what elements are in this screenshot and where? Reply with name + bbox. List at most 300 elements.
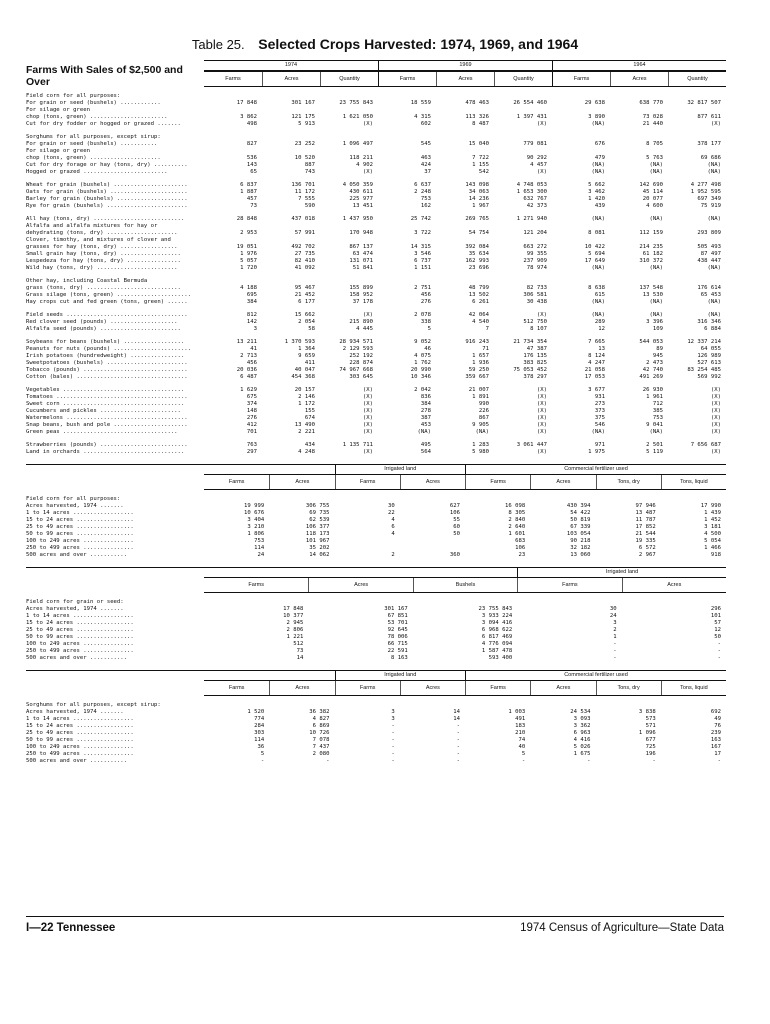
table-cell: 2 (391, 552, 395, 558)
table-cell: (NA) (475, 429, 489, 435)
table-cell: 4 277 498 (690, 182, 721, 188)
table-cell (610, 93, 668, 100)
row-label: Alfalfa and alfalfa mixtures for hay or (26, 223, 158, 229)
table-cell: 316 346 (697, 319, 721, 325)
table-cell: 7 (485, 326, 489, 332)
column-header: Acres (400, 681, 465, 695)
table-cell (335, 496, 400, 503)
table-cell: 1 976 (240, 251, 257, 257)
table-cell: (NA) (707, 299, 721, 305)
table-cell: (X) (536, 408, 547, 414)
column-header: Acres (610, 72, 668, 86)
table-cell: 3 396 (646, 319, 663, 325)
row-values (204, 134, 726, 176)
table-cell: 18 559 (410, 100, 431, 106)
table-cell: 3 462 (588, 189, 605, 195)
data-block (26, 182, 726, 210)
row-label: Oats for grain (bushels) ....................... (26, 189, 188, 195)
table-cell: 301 167 (291, 100, 315, 106)
table-cell: 1 151 (414, 265, 431, 271)
table-cell: 867 (478, 415, 489, 421)
row-labels (26, 312, 204, 333)
row-label: For silage or green (26, 107, 90, 113)
table-cell (552, 237, 610, 244)
table-cell (204, 599, 308, 606)
row-label: Wild hay (tons, dry) ........................ (26, 265, 178, 271)
table-cell: 36 382 (309, 709, 330, 715)
table-cell: 385 (652, 408, 663, 414)
table-cell (610, 223, 668, 230)
table-cell: 6 572 (638, 545, 656, 551)
table-cell: 3 093 (573, 716, 591, 722)
table-cell: 812 (246, 312, 257, 318)
table-cell: 23 755 843 (478, 606, 513, 612)
table-cell (204, 93, 262, 100)
table-cell (494, 278, 552, 285)
table-cell: 273 (594, 401, 605, 407)
table-cell: 392 084 (465, 244, 489, 250)
table-cell: 692 (710, 709, 721, 715)
year-header: 1964 (552, 61, 726, 70)
column-header: Tons, liquid (661, 681, 726, 695)
table-cell: 5 054 (704, 538, 721, 544)
table-cell: 1 653 300 (516, 189, 547, 195)
table-cell: 384 (420, 401, 431, 407)
table-cell: 10 676 (244, 510, 265, 516)
table-cell: 109 (652, 326, 663, 332)
row-label: 250 to 499 acres ............... (26, 545, 134, 551)
table-cell: 359 667 (465, 374, 489, 380)
table-cell: 1 439 (704, 510, 721, 516)
table-cell: 19 335 (635, 538, 656, 544)
table-cell: (X) (362, 429, 373, 435)
table-cell (552, 223, 610, 230)
table-cell: 196 (645, 751, 656, 757)
data-block (26, 599, 726, 662)
table-cell: 17 848 (236, 100, 257, 106)
table-cell (400, 538, 465, 545)
table-cell: 162 (420, 203, 431, 209)
row-label: 1 to 14 acres .................. (26, 510, 134, 516)
table-cell (204, 107, 262, 114)
table-cell: 97 946 (635, 503, 656, 509)
table-cell: (X) (362, 415, 373, 421)
table-cell: 378 297 (523, 374, 547, 380)
table-cell: - (456, 751, 460, 757)
table-cell: 46 (424, 346, 431, 352)
table-cell: 430 394 (566, 503, 591, 509)
table-cell (400, 496, 465, 503)
group-header: Irrigated land (335, 465, 466, 474)
table-cell: (X) (710, 401, 721, 407)
table-cell: 1 397 431 (516, 114, 547, 120)
column-header: Farms (225, 75, 241, 82)
row-label: Land in orchards .............................. (26, 449, 185, 455)
table-cell: 2 042 (414, 387, 431, 393)
table-cell: 306 755 (305, 503, 330, 509)
table-cell: 74 (518, 737, 526, 743)
table-cell: 2 501 (646, 442, 663, 448)
table-cell: (X) (536, 121, 547, 127)
row-label: Tomatoes ....................................... (26, 394, 188, 400)
column-header: Acres (262, 72, 320, 86)
table-cell: 215 890 (349, 319, 373, 325)
table-cell: 6 817 469 (481, 634, 513, 640)
table-title: Selected Crops Harvested: 1974, 1969, and 1964 (258, 36, 579, 52)
table-cell: 239 (710, 730, 721, 736)
table-cell: 114 (254, 545, 265, 551)
table-cell: 2 953 (240, 230, 257, 236)
table-cell: 918 (710, 552, 721, 558)
table-cell: 37 (424, 169, 431, 175)
table-cell: 375 (594, 415, 605, 421)
table-cell: 16 098 (505, 503, 526, 509)
data-block (26, 216, 726, 272)
row-labels (26, 496, 204, 559)
table-cell (308, 599, 412, 606)
table-cell (262, 278, 320, 285)
table-cell: (X) (362, 408, 373, 414)
row-label: Hay crops cut and fed green (tons, green) ...... (26, 299, 188, 305)
table-cell: 32 182 (570, 545, 591, 551)
table-cell: 23 696 (468, 265, 489, 271)
table-cell (378, 134, 436, 141)
table-cell: 14 315 (410, 244, 431, 250)
table-cell: 10 377 (283, 613, 304, 619)
table-cell: 310 372 (639, 258, 663, 264)
table-cell: 82 410 (294, 258, 315, 264)
row-label: grass (tons, dry) ............................ (26, 285, 181, 291)
table-cell: 121 204 (523, 230, 547, 236)
table-cell: (NA) (707, 312, 721, 318)
table-cell (335, 702, 400, 709)
table-cell: 1 891 (472, 394, 489, 400)
table-cell: 121 175 (291, 114, 315, 120)
table-cell: 479 (594, 155, 605, 161)
table-cell: 13 487 (635, 510, 656, 516)
table-cell (320, 134, 378, 141)
data-block (26, 387, 726, 436)
table-cell: 5 763 (646, 155, 663, 161)
table-cell: 9 041 (646, 422, 663, 428)
table-cell: 27 735 (294, 251, 315, 257)
row-label: Lespedeza for hay (tons, dry) ................ (26, 258, 181, 264)
table-cell: 4 050 359 (342, 182, 373, 188)
table-cell: 9 659 (298, 353, 315, 359)
table-cell: 101 (710, 613, 721, 619)
table-cell: (X) (362, 394, 373, 400)
table-cell: 73 (296, 648, 304, 654)
row-label: 500 acres and over ........... (26, 655, 128, 661)
table-cell: 4 (391, 517, 395, 523)
table-cell: 478 463 (465, 100, 489, 106)
table-cell (320, 107, 378, 114)
table-cell (494, 237, 552, 244)
table-cell: (NA) (649, 162, 663, 168)
row-label: 25 to 49 acres ................. (26, 524, 134, 530)
table-cell (204, 702, 269, 709)
table-cell: 103 054 (566, 531, 591, 537)
table-cell: - (456, 737, 460, 743)
table-cell: 4 500 (704, 531, 721, 537)
table-cell: 1 221 (286, 634, 304, 640)
table-cell (596, 496, 661, 503)
table-cell: 148 (246, 408, 257, 414)
row-label: 15 to 24 acres ................. (26, 620, 134, 626)
table-cell: 1 675 (573, 751, 591, 757)
table-cell: (X) (710, 415, 721, 421)
table-cell: 59 250 (468, 367, 489, 373)
table-cell: 114 (254, 737, 265, 743)
table-cell: 112 159 (639, 230, 663, 236)
table-cell: 75 053 452 (513, 367, 547, 373)
table-cell: 34 063 (468, 189, 489, 195)
table-cell: - (717, 648, 721, 654)
table-cell: 13 451 (352, 203, 373, 209)
column-header: Tons, liquid (661, 475, 726, 489)
table-cell: 3 890 (588, 114, 605, 120)
table-cell: 20 157 (294, 387, 315, 393)
table-cell: (X) (536, 429, 547, 435)
table-cell: 13 530 (642, 292, 663, 298)
row-values (204, 702, 726, 765)
table-cell: 7 722 (472, 155, 489, 161)
table-cell: (X) (536, 394, 547, 400)
table-cell: 3 094 416 (481, 620, 513, 626)
row-values (204, 278, 726, 306)
table-cell (494, 223, 552, 230)
table-cell: - (456, 744, 460, 750)
column-header: Tons, dry (596, 475, 661, 489)
table-cell: 4 457 (530, 162, 547, 168)
row-label: grasses for hay (tons, dry) ................. (26, 244, 178, 250)
table-cell: 437 018 (291, 216, 315, 222)
table-cell: 2 146 (298, 394, 315, 400)
row-label: Red clover seed (pounds) .................... (26, 319, 178, 325)
table-cell: 24 534 (570, 709, 591, 715)
table-cell: 67 851 (387, 613, 408, 619)
table-cell: 69 686 (700, 155, 721, 161)
table-cell: 14 236 (468, 196, 489, 202)
table-cell: 1 096 (638, 730, 656, 736)
page-title (0, 36, 770, 52)
table-cell (610, 278, 668, 285)
table-cell: 6 637 (414, 182, 431, 188)
table-cell: 30 (388, 503, 395, 509)
table-cell: 19 999 (244, 503, 265, 509)
table-cell: 136 701 (291, 182, 315, 188)
table-cell: 411 (304, 360, 315, 366)
table-cell: 6 884 (704, 326, 721, 332)
row-label: 25 to 49 acres ................. (26, 730, 134, 736)
row-values (204, 93, 726, 128)
table-cell: 170 948 (349, 230, 373, 236)
table-cell (262, 93, 320, 100)
row-label: Acres harvested, 1974 ....... (26, 606, 124, 612)
table-cell (610, 134, 668, 141)
table-cell: 142 (246, 319, 257, 325)
table-cell (335, 545, 400, 552)
table-cell: 78 974 (526, 265, 547, 271)
table-cell: 155 899 (349, 285, 373, 291)
table-cell: (NA) (707, 265, 721, 271)
table-cell (204, 496, 269, 503)
table-cell: 4 188 (240, 285, 257, 291)
table-cell: 142 690 (639, 182, 663, 188)
table-cell: 4 315 (414, 114, 431, 120)
table-cell: 701 (246, 429, 257, 435)
table-cell: 90 292 (526, 155, 547, 161)
table-cell: 916 243 (465, 339, 489, 345)
row-label: Field seeds .................................... (26, 312, 188, 318)
table-cell: 1 271 940 (516, 216, 547, 222)
table-cell: 1 621 050 (342, 114, 373, 120)
group-header: Commercial fertilizer used (465, 465, 726, 474)
column-header: Acres (400, 475, 465, 489)
table-cell: 126 989 (697, 353, 721, 359)
table-cell: 47 387 (526, 346, 547, 352)
table-cell (552, 107, 610, 114)
table-cell: - (391, 758, 395, 764)
row-label: Field corn for all purposes: (26, 496, 121, 502)
year-header: 1974 (284, 62, 298, 68)
row-label: Cotton (bales) ................................. (26, 374, 188, 380)
row-labels (26, 278, 204, 306)
table-cell: 4 445 (356, 326, 373, 332)
table-cell: 2 751 (414, 285, 431, 291)
table-cell: 13 211 (236, 339, 257, 345)
table-cell: 545 (420, 141, 431, 147)
table-cell: 289 (594, 319, 605, 325)
table-cell (552, 134, 610, 141)
row-label: Alfalfa seed (pounds) ........................ (26, 326, 181, 332)
table-cell: 6 968 622 (481, 627, 513, 633)
row-label: chop (tons, green) ....................... (26, 114, 168, 120)
table-cell: (X) (710, 394, 721, 400)
table-cell: (NA) (591, 429, 605, 435)
table-cell: (X) (362, 401, 373, 407)
table-cell: 3 722 (414, 230, 431, 236)
table-cell: 29 638 (584, 100, 605, 106)
table-cell: 5 913 (298, 121, 315, 127)
table-cell: 14 062 (309, 552, 330, 558)
table-cell: 463 (420, 155, 431, 161)
column-header: Acres (269, 475, 334, 489)
table-cell: 3 181 (704, 524, 721, 530)
table-cell: 21 544 (635, 531, 656, 537)
table-cell: 4 (391, 531, 395, 537)
table-cell: (X) (362, 387, 373, 393)
table-cell (494, 134, 552, 141)
table-cell: 498 (246, 121, 257, 127)
table-cell: 137 548 (639, 285, 663, 291)
column-header: Acres (530, 681, 595, 695)
row-label: Acres harvested, 1974 ....... (26, 503, 124, 509)
table-cell: 226 (478, 408, 489, 414)
table-cell: 106 (515, 545, 526, 551)
table-cell (436, 148, 494, 155)
row-label: dehydrating (tons, dry) ..................... (26, 230, 178, 236)
table-cell: - (613, 648, 617, 654)
table-cell: 14 (296, 655, 304, 661)
row-label: Field corn for all purposes: (26, 93, 121, 99)
table-cell: 61 182 (642, 251, 663, 257)
table-cell: (X) (710, 422, 721, 428)
row-labels (26, 134, 204, 176)
data-block (26, 442, 726, 456)
table-cell: 571 (645, 723, 656, 729)
table-cell: 131 071 (349, 258, 373, 264)
column-header: Farms (465, 681, 530, 695)
table-cell: 3 (253, 326, 257, 332)
table-cell (436, 107, 494, 114)
column-header: Farms (552, 72, 610, 86)
table-cell: (NA) (591, 162, 605, 168)
table-cell: 1 967 (472, 203, 489, 209)
table-cell: 30 (609, 606, 617, 612)
table-cell: 990 (478, 401, 489, 407)
group-header-row (204, 568, 726, 578)
table-cell (530, 496, 595, 503)
table-cell: 5 026 (573, 744, 591, 750)
table-cell: 49 (714, 716, 721, 722)
column-header: Farms (228, 478, 245, 485)
row-labels (26, 182, 204, 210)
table-cell: 674 (304, 415, 315, 421)
table-cell: 297 (246, 449, 257, 455)
table-cell: 4 248 (298, 449, 315, 455)
table-cell: 456 (246, 360, 257, 366)
table-cell: 278 (420, 408, 431, 414)
table-cell: 296 (710, 606, 721, 612)
table-cell: 1 (613, 634, 617, 640)
row-label: Green peas .................................. (26, 429, 178, 435)
table-cell: 457 (246, 196, 257, 202)
row-label: Hogged or grazed ......................... (26, 169, 168, 175)
table-cell: 8 124 (588, 353, 605, 359)
table-cell: 162 993 (465, 258, 489, 264)
data-block (26, 496, 726, 559)
table-cell: 53 701 (387, 620, 408, 626)
table-cell (378, 107, 436, 114)
section2-body (26, 496, 726, 559)
table-cell: 387 (420, 415, 431, 421)
table-cell: 374 (246, 401, 257, 407)
table-cell: 5 (260, 751, 265, 757)
table-cell: 24 (257, 552, 265, 558)
table-cell: 8 305 (508, 510, 526, 516)
row-labels (26, 442, 204, 456)
table-cell: 12 (598, 326, 605, 332)
table-cell (320, 93, 378, 100)
table-cell: 6 261 (472, 299, 489, 305)
column-header: Acres (530, 475, 595, 489)
table-cell: 1 155 (472, 162, 489, 168)
section-selected-crops (26, 60, 726, 87)
column-header: Acres (436, 72, 494, 86)
table-cell: 1 096 497 (342, 141, 373, 147)
table-cell: 13 060 (570, 552, 591, 558)
table-cell: 11 172 (294, 189, 315, 195)
table-cell: - (456, 758, 460, 764)
table-cell: 8 487 (472, 121, 489, 127)
section-sorghum-size (26, 670, 726, 696)
table-cell: 434 (304, 442, 315, 448)
row-label: Sorghums for all purposes, except sirup: (26, 702, 161, 708)
page-number: I—22 Tennessee (26, 922, 116, 934)
table-cell: 303 645 (349, 374, 373, 380)
table-cell: 1 762 (414, 360, 431, 366)
